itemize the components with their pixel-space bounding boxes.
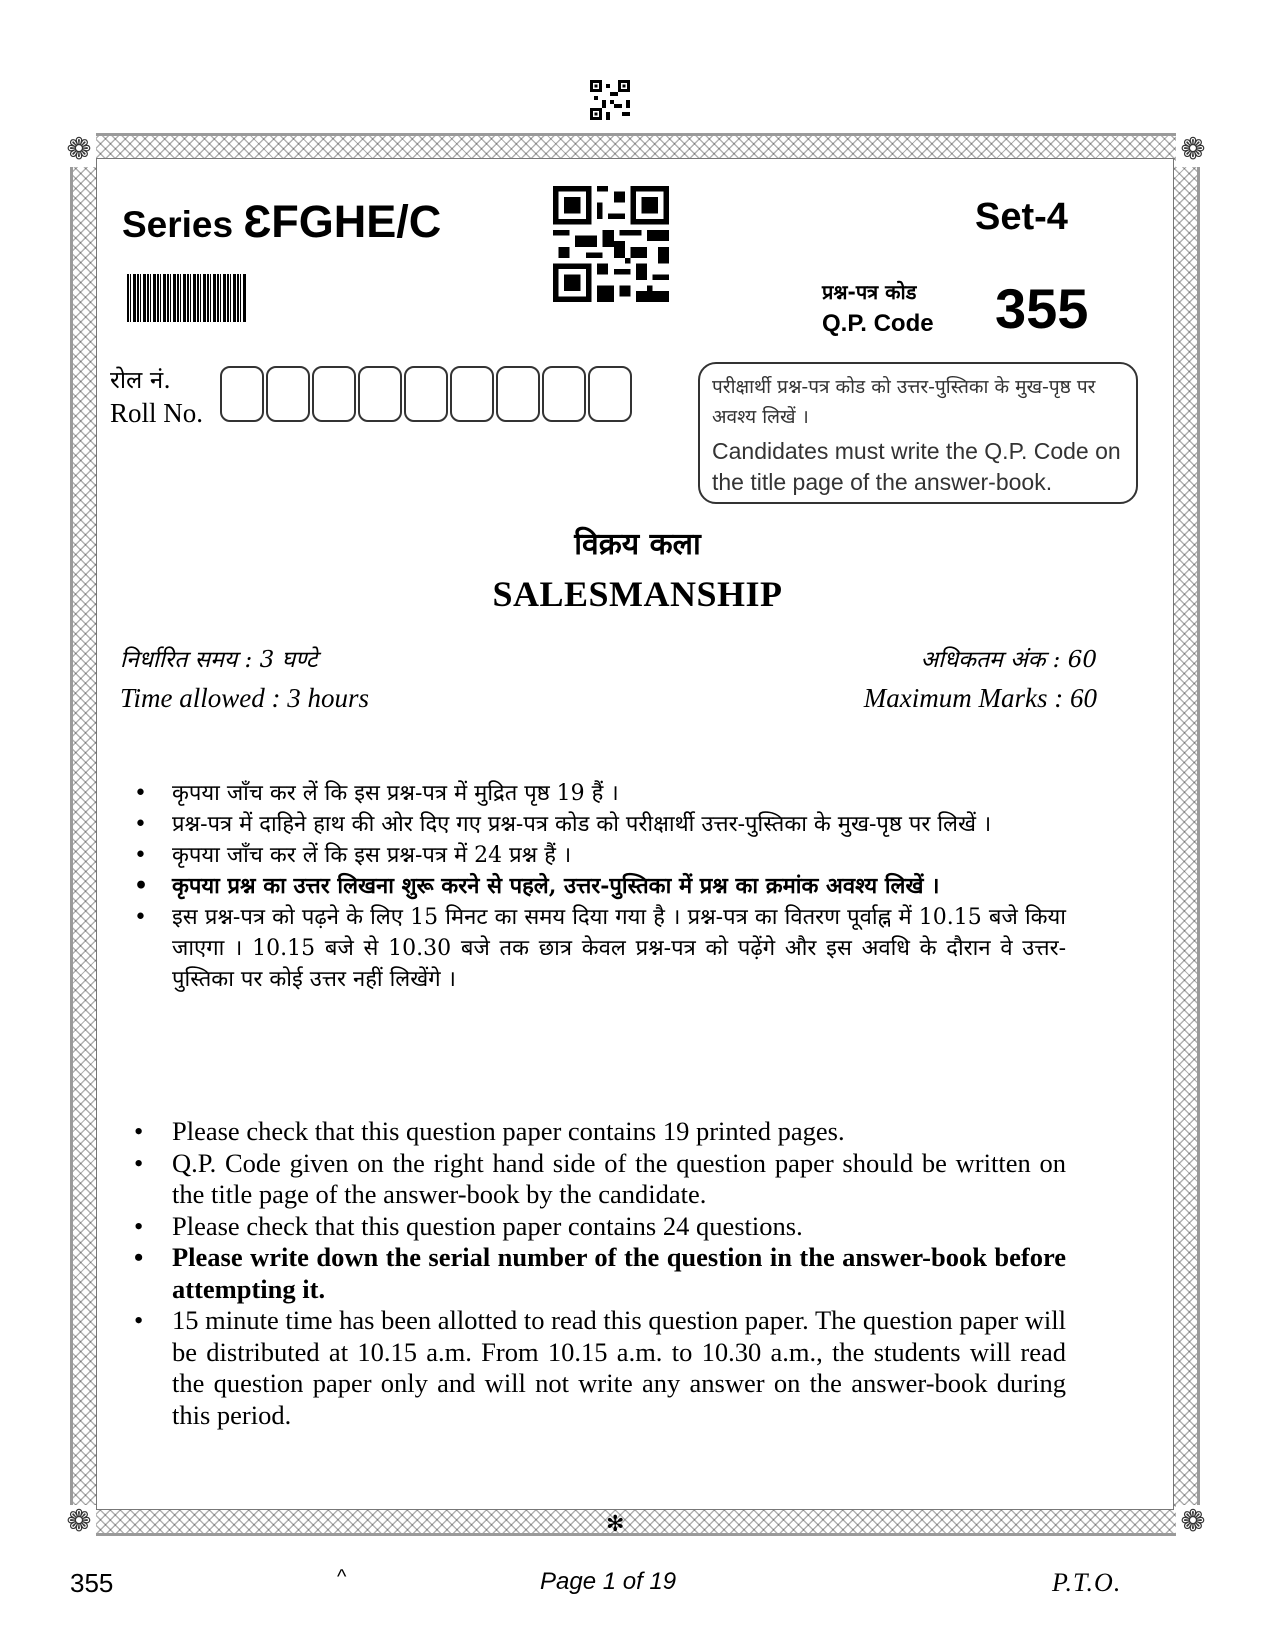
corner-ornament-icon: ❁ (1176, 133, 1210, 167)
time-allowed: Time allowed : 3 hours (120, 683, 370, 713)
maximum-marks: Maximum Marks : 60 (863, 683, 1097, 713)
qr-code-icon (553, 186, 669, 302)
instruction-item: • कृपया जाँच कर लें कि इस प्रश्न-पत्र में 24 प्रश्न हैं । (134, 843, 572, 868)
qp-code-label: Q.P. Code (822, 310, 934, 337)
page-number: Page 1 of 19 (540, 1568, 677, 1595)
roll-digit-box[interactable] (358, 366, 402, 422)
roll-digit-box[interactable] (266, 366, 310, 422)
instruction-item: • Please write down the serial number of the question in the answer-book before attempting it. (134, 1242, 1066, 1304)
roll-digit-box[interactable] (542, 366, 586, 422)
maximum-marks-hindi: अधिकतम अंक : 60 (920, 647, 1097, 673)
asterisk-ornament-icon: ✻ (606, 1512, 625, 1537)
please-turn-over: P.T.O. (1052, 1568, 1122, 1597)
series-code: ƐFGHE/C (243, 196, 442, 247)
instruction-item: • इस प्रश्न-पत्र को पढ़ने के लिए 15 मिनट का समय दिया गया है । प्रश्न-पत्र का वितरण पूर्वाह्न में 10.15 बजे किया जाएगा । 10.15 बजे से 10.30 बजे तक छात्र केवल प्रश्न-पत्र को पढ़ेंगे और इस अवधि के दौरान वे उत्तर-पुस्तिका पर कोई उत्तर नहीं लिखेंगे । (134, 905, 1066, 992)
instruction-item: • Please check that this question paper contains 19 printed pages. (134, 1116, 845, 1146)
roll-digit-box[interactable] (450, 366, 494, 422)
roll-number-boxes (220, 366, 634, 422)
set-number: Set-4 (975, 196, 1068, 238)
corner-ornament-icon: ❁ (62, 133, 96, 167)
instruction-item: • प्रश्न-पत्र में दाहिने हाथ की ओर दिए गए प्रश्न-पत्र कोड को परीक्षार्थी उत्तर-पुस्तिका के मुख-पृष्ठ पर लिखें । (134, 812, 992, 837)
roll-digit-box[interactable] (404, 366, 448, 422)
instructions-english (128, 1116, 1066, 1431)
footer-caret: ^ (337, 1566, 347, 1588)
series-label: Series ƐFGHE/C (122, 196, 442, 247)
notice-text-hindi: परीक्षार्थी प्रश्न-पत्र कोड को उत्तर-पुस्तिका के मुख-पृष्ठ पर अवश्य लिखें । (712, 376, 1096, 428)
instruction-item: • Please check that this question paper contains 24 questions. (134, 1210, 803, 1241)
qp-code-notice-box (698, 362, 1138, 504)
time-allowed-hindi: निर्धारित समय : 3 घण्टे (120, 647, 318, 673)
roll-digit-box[interactable] (220, 366, 264, 422)
roll-digit-box[interactable] (312, 366, 356, 422)
corner-ornament-icon: ❁ (62, 1505, 96, 1539)
instruction-item: • 15 minute time has been allotted to read this question paper. The question paper will be distributed at 10.15 a.m. From 10.15 a.m. to 10.30 a.m., the students will read the question paper only and will not write any answer on the answer-book during this period. (134, 1305, 1066, 1430)
roll-digit-box[interactable] (496, 366, 540, 422)
roll-label: Roll No. (110, 398, 204, 428)
barcode-icon (127, 274, 247, 322)
instruction-item: • कृपया प्रश्न का उत्तर लिखना शुरू करने से पहले, उत्तर-पुस्तिका में प्रश्न का क्रमांक अवश्य लिखें । (134, 873, 940, 899)
qp-code-number: 355 (995, 277, 1089, 340)
footer-qp-code: 355 (70, 1568, 114, 1598)
notice-text: Candidates must write the Q.P. Code on the title page of the answer-book. (712, 438, 1121, 495)
corner-ornament-icon: ❁ (1176, 1505, 1210, 1539)
instruction-item: • Q.P. Code given on the right hand side of the question paper should be written on the title page of the answer-book by the candidate. (134, 1147, 1066, 1209)
qp-code-label-hindi: प्रश्न-पत्र कोड (822, 280, 917, 304)
roll-digit-box[interactable] (588, 366, 632, 422)
instruction-item: • कृपया जाँच कर लें कि इस प्रश्न-पत्र में मुद्रित पृष्ठ 19 हैं । (134, 781, 619, 806)
roll-label-hindi: रोल नं. (110, 366, 171, 394)
subject-title-hindi: विक्रय कला (574, 527, 701, 562)
instructions-hindi (128, 778, 1066, 995)
subject-title: SALESMANSHIP (492, 574, 783, 614)
small-qr-code-icon (590, 80, 630, 120)
